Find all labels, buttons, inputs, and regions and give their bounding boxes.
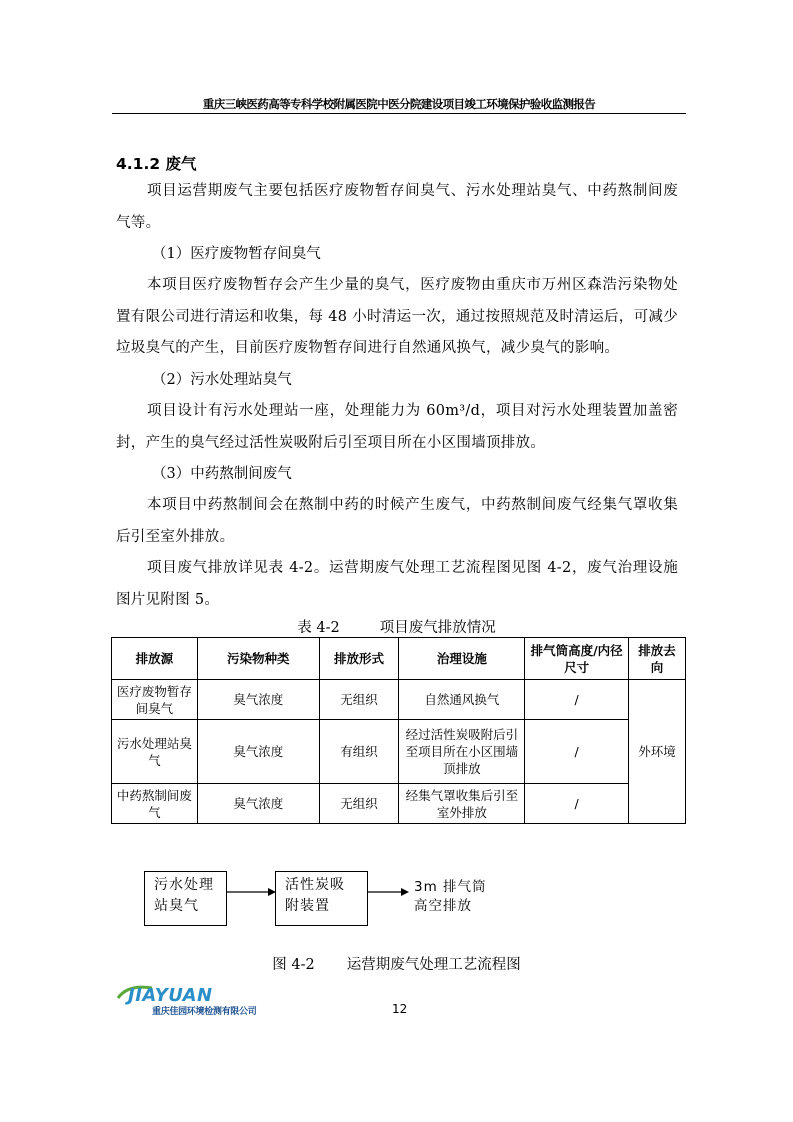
paragraph-summary: 项目废气排放详见表 4-2。运营期废气处理工艺流程图见图 4-2，废气治理设施图片见附图 5。 <box>116 560 678 608</box>
header-pollutant: 污染物种类 <box>197 638 319 680</box>
flow-arrow-1 <box>227 885 277 899</box>
company-name: 重庆佳园环境检测有限公司 <box>152 1007 257 1017</box>
table-caption <box>0 616 793 637</box>
paragraph-decoction: 本项目中药熬制间会在熬制中药的时候产生废气，中药熬制间废气经集气罩收集后引至室外排放。 <box>116 497 678 545</box>
header-rule <box>112 113 686 114</box>
table-row <box>112 680 686 720</box>
page-number: 12 <box>392 1002 408 1016</box>
cell-form: 无组织 <box>319 680 399 720</box>
cell-pollutant: 臭气浓度 <box>197 720 319 784</box>
section-heading: 4.1.2 废气 <box>116 155 197 173</box>
header-form: 排放形式 <box>319 638 399 680</box>
cell-pollutant: 臭气浓度 <box>197 680 319 720</box>
table-header-row <box>112 638 686 680</box>
header-source: 排放源 <box>112 638 198 680</box>
cell-pollutant: 臭气浓度 <box>197 784 319 824</box>
table-caption-title: 项目废气排放情况 <box>379 620 496 636</box>
cell-facility: 经过活性炭吸附后引至项目所在小区围墙顶排放 <box>399 720 525 784</box>
paragraph-medical-waste: 本项目医疗废物暂存会产生少量的臭气，医疗废物由重庆市万州区森浩污染物处置有限公司进行清运和收集，每 48 小时清运一次，通过按照规范及时清运后，可减少垃圾臭气的产生，目前医疗废物暂存间进行自然通风换气，减少臭气的影响。 <box>116 277 678 356</box>
header-stack: 排气筒高度/内径尺寸 <box>525 638 629 680</box>
cell-facility: 经集气罩收集后引至室外排放 <box>399 784 525 824</box>
flow-box-activated-carbon: 活性炭吸附装置 <box>275 871 368 926</box>
cell-facility: 自然通风换气 <box>399 680 525 720</box>
cell-source: 医疗废物暂存间臭气 <box>112 680 198 720</box>
header-facility: 治理设施 <box>399 638 525 680</box>
cell-source: 中药熬制间废气 <box>112 784 198 824</box>
cell-destination: 外环境 <box>629 680 686 824</box>
flow-output-stack: 3m 排气筒高空排放 <box>414 879 487 914</box>
subheading-sewage: （2）污水处理站臭气 <box>152 372 292 388</box>
cell-stack: / <box>525 784 629 824</box>
flow-arrow-2 <box>368 885 410 899</box>
cell-source: 污水处理站臭气 <box>112 720 198 784</box>
cell-stack: / <box>525 680 629 720</box>
company-logo-text: JIAYUAN <box>128 985 213 1006</box>
paragraph-intro: 项目运营期废气主要包括医疗废物暂存间臭气、污水处理站臭气、中药熬制间废气等。 <box>116 183 678 231</box>
figure-caption-title: 运营期废气处理工艺流程图 <box>346 957 521 973</box>
exhaust-table <box>111 637 686 824</box>
figure-caption <box>0 953 793 974</box>
cell-stack: / <box>525 720 629 784</box>
report-header-title: 重庆三峡医药高等专科学校附属医院中医分院建设项目竣工环境保护验收监测报告 <box>202 97 596 111</box>
subheading-decoction: （3）中药熬制间废气 <box>152 466 292 482</box>
cell-form: 有组织 <box>319 720 399 784</box>
figure-caption-number: 图 4-2 <box>272 957 315 973</box>
flow-box-sewage-odor: 污水处理站臭气 <box>144 871 227 926</box>
table-row <box>112 784 686 824</box>
subheading-medical-waste: （1）医疗废物暂存间臭气 <box>152 246 321 262</box>
header-destination: 排放去向 <box>629 638 686 680</box>
paragraph-sewage: 项目设计有污水处理站一座，处理能力为 60m³/d，项目对污水处理装置加盖密封，产生的臭气经过活性炭吸附后引至项目所在小区围墙顶排放。 <box>116 403 678 451</box>
table-caption-number: 表 4-2 <box>297 620 340 636</box>
cell-form: 无组织 <box>319 784 399 824</box>
table-row <box>112 720 686 784</box>
